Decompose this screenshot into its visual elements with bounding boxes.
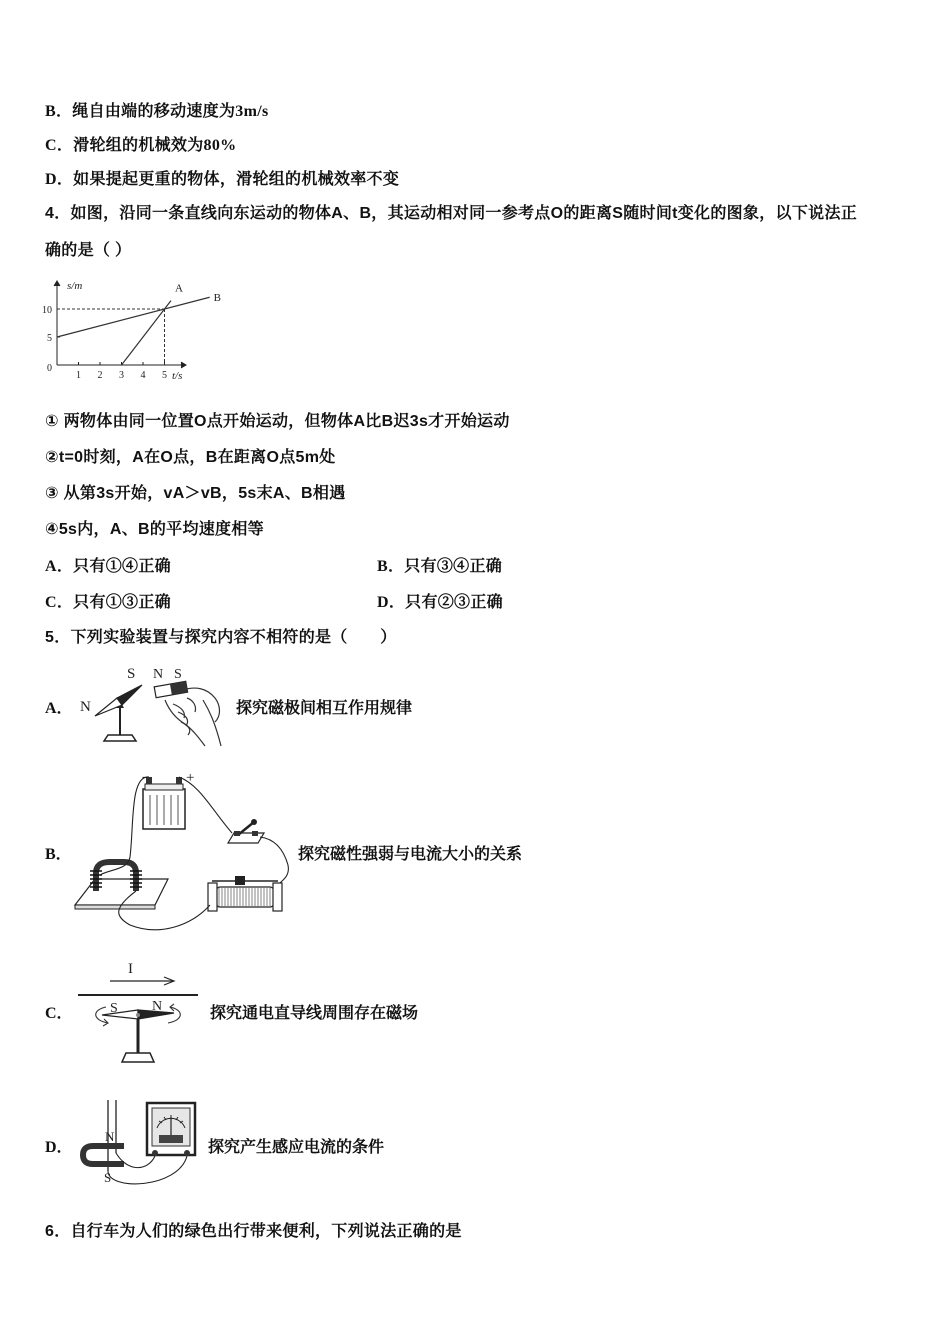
needle-n-label: N bbox=[80, 699, 91, 715]
magnet-s-label: S bbox=[104, 1170, 112, 1185]
magnet-s-label: S bbox=[174, 667, 182, 682]
series-line-a bbox=[122, 301, 171, 365]
q4-statement-1: ① 两物体由同一位置O点开始运动，但物体A比B迟3s才开始运动 bbox=[45, 413, 510, 430]
galvanometer-leads bbox=[108, 1153, 187, 1184]
q3-option-d: D．如果提起更重的物体，滑轮组的机械效率不变 bbox=[45, 171, 400, 188]
series-label-a: A bbox=[174, 282, 183, 295]
q5-option-b-label: B． bbox=[45, 846, 72, 863]
series-line-b bbox=[57, 297, 210, 337]
needle-s-label: S bbox=[110, 1001, 118, 1016]
q4-option-c: C．只有①③正确 bbox=[45, 594, 171, 611]
hand-sketch bbox=[165, 688, 221, 746]
q4-stem-line1: 4．如图，沿同一条直线向东运动的物体A、B，其运动相对同一参考点O的距离S随时间t变化的图象，以下说法正 bbox=[45, 205, 858, 222]
y-tick-label: 5 bbox=[47, 333, 52, 344]
electromagnet-board bbox=[75, 862, 168, 909]
needle-s-half bbox=[102, 1010, 138, 1019]
q4-stem-line2: 确的是（ ） bbox=[45, 242, 132, 259]
compass-base bbox=[104, 735, 136, 741]
q3-option-b: B．绳自由端的移动速度为3m/s bbox=[45, 103, 269, 120]
x-tick-label: 4 bbox=[140, 370, 146, 381]
magnet-n-label: N bbox=[105, 1129, 115, 1144]
needle-n-label: N bbox=[152, 999, 163, 1014]
q6-stem: 6．自行车为人们的绿色出行带来便利，下列说法正确的是 bbox=[45, 1223, 462, 1240]
x-axis-label: t/s bbox=[172, 370, 183, 382]
y-tick-label: 0 bbox=[47, 363, 52, 374]
induction-figure bbox=[78, 1095, 203, 1195]
y-axis-arrow bbox=[54, 281, 60, 286]
galvanometer bbox=[147, 1103, 195, 1156]
rheostat bbox=[208, 876, 282, 911]
needle-s-label: S bbox=[127, 666, 136, 682]
q3-option-c: C．滑轮组的机械效为80% bbox=[45, 137, 237, 154]
current-label: I bbox=[128, 961, 133, 977]
bar-magnet bbox=[154, 681, 187, 697]
y-axis-label: s/m bbox=[67, 280, 83, 292]
x-tick-label: 1 bbox=[76, 370, 81, 381]
x-tick-label: 5 bbox=[162, 370, 167, 381]
x-tick-label: 2 bbox=[97, 370, 103, 381]
compass-base bbox=[122, 1053, 154, 1062]
needle-n-half bbox=[95, 698, 122, 716]
st-graph bbox=[40, 272, 230, 387]
magnet-poles-figure bbox=[75, 660, 225, 750]
q5-option-d-label: D． bbox=[45, 1139, 73, 1156]
q5-option-a-text: 探究磁极间相互作用规律 bbox=[236, 700, 413, 717]
battery-plus-label: + bbox=[186, 770, 195, 786]
q5-option-b-text: 探究磁性强弱与电流大小的关系 bbox=[298, 846, 523, 863]
q4-statement-4: ④5s内，A、B的平均速度相等 bbox=[45, 521, 264, 538]
series-label-b: B bbox=[213, 292, 221, 305]
battery-minus-label: - bbox=[142, 769, 147, 785]
rotation-arrow-right bbox=[168, 1007, 180, 1023]
x-axis-arrow bbox=[181, 362, 186, 368]
q4-option-b: B．只有③④正确 bbox=[377, 558, 503, 575]
electromagnet-circuit-figure bbox=[70, 765, 295, 940]
battery bbox=[143, 777, 185, 829]
q5-stem: 5．下列实验装置与探究内容不相符的是（ ） bbox=[45, 629, 397, 646]
q4-statement-2: ②t=0时刻，A在O点，B在距离O点5m处 bbox=[45, 449, 336, 466]
oersted-figure bbox=[72, 955, 202, 1070]
q5-option-d-text: 探究产生感应电流的条件 bbox=[208, 1139, 385, 1156]
q4-statement-3: ③ 从第3s开始，vA＞vB，5s末A、B相遇 bbox=[45, 485, 346, 502]
q5-option-c-label: C． bbox=[45, 1005, 73, 1022]
q5-option-c-text: 探究通电直导线周围存在磁场 bbox=[210, 1005, 419, 1022]
q4-option-d: D．只有②③正确 bbox=[377, 594, 503, 611]
q5-option-a-label: A． bbox=[45, 700, 73, 717]
needle-pivot bbox=[136, 1013, 140, 1017]
q4-option-a: A．只有①④正确 bbox=[45, 558, 171, 575]
magnet-n-label: N bbox=[153, 667, 164, 682]
needle-s-half bbox=[117, 685, 142, 705]
switch bbox=[228, 819, 264, 843]
x-tick-label: 3 bbox=[119, 370, 124, 381]
y-tick-label: 10 bbox=[42, 305, 52, 316]
